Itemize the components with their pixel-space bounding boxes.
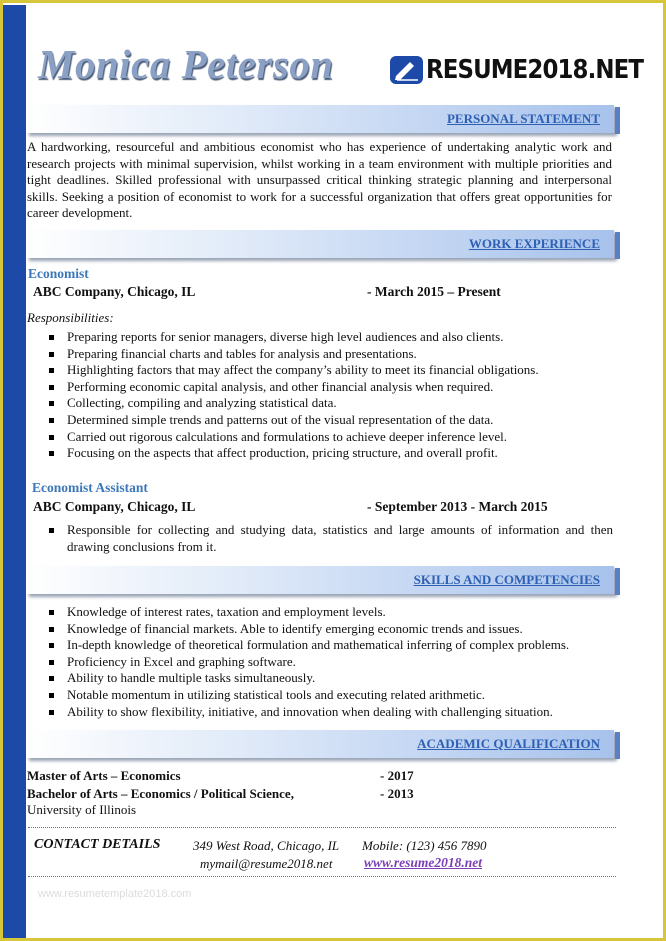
job-responsibilities-list	[46, 329, 616, 462]
section-bar-skills	[26, 566, 614, 594]
university: University of Illinois	[27, 802, 137, 817]
section-title-academic: ACADEMIC QUALIFICATION	[417, 736, 600, 751]
job-dates: - March 2015 – Present	[367, 284, 501, 299]
job-title: Economist	[28, 266, 89, 281]
contact-label: CONTACT DETAILS	[34, 837, 161, 852]
skills-list	[46, 604, 616, 720]
degree-year: - 2017	[380, 768, 414, 783]
section-title-skills: SKILLS AND COMPETENCIES	[413, 572, 600, 587]
contact-email[interactable]: mymail@resume2018.net	[200, 856, 333, 871]
list-item: Knowledge of interest rates, taxation and employment levels.	[46, 604, 616, 621]
list-item: In-depth knowledge of theoretical formulation and mathematical inferring of complex problems.	[46, 637, 616, 654]
section-title-personal-statement: PERSONAL STATEMENT	[446, 111, 600, 126]
list-item: Collecting, compiling and analyzing statistical data.	[46, 395, 616, 412]
section-bar-academic	[26, 730, 614, 758]
divider	[28, 827, 616, 828]
watermark: www.resumetemplate2018.com	[38, 888, 192, 900]
list-item: Responsible for collecting and studying data, statistics and large amounts of information and then drawing conclusions from it.	[46, 522, 613, 555]
pen-icon	[390, 56, 423, 84]
responsibilities-label: Responsibilities:	[27, 310, 114, 325]
divider	[28, 876, 616, 877]
personal-statement-text: A hardworking, resourceful and ambitious economist who has experience of undertaking analytic work and research projects with minimal supervision, whilst working in a team environment with multiple priorities and tight deadlines. Skilled professional with unsurpassed critical thinking strategic planning and interpersonal skills. Seeking a position of economist to work for a successful organization that offers great opportunities for career development.	[27, 139, 612, 221]
job-responsibilities-list	[46, 522, 613, 555]
list-item: Knowledge of financial markets. Able to identify emerging economic trends and issues.	[46, 621, 616, 638]
website-link[interactable]: www.resume2018.net	[364, 855, 483, 870]
section-bar-personal-statement	[26, 105, 614, 133]
list-item: Determined simple trends and patterns out of the visual representation of the data.	[46, 412, 616, 429]
list-item: Notable momentum in utilizing statistical tools and executing related arithmetic.	[46, 687, 616, 704]
list-item: Highlighting factors that may affect the company’s ability to meet its financial obligations.	[46, 362, 616, 379]
sidebar-stripe	[3, 5, 26, 938]
degree-master: Master of Arts – Economics	[27, 768, 181, 783]
site-logo[interactable]	[390, 55, 666, 85]
job-company: ABC Company, Chicago, IL	[33, 284, 196, 299]
list-item: Carried out rigorous calculations and formulations to achieve deeper inference level.	[46, 429, 616, 446]
list-item: Preparing reports for senior managers, diverse high level audiences and also clients.	[46, 329, 616, 346]
list-item: Ability to show flexibility, initiative, and innovation when dealing with challenging situation.	[46, 704, 616, 721]
candidate-name: Monica Peterson	[38, 41, 334, 87]
list-item: Performing economic capital analysis, and other financial analysis when required.	[46, 379, 616, 396]
logo-text: RESUME2018.NET	[426, 55, 644, 85]
degree-bachelor: Bachelor of Arts – Economics / Political Science,	[27, 786, 294, 801]
degree-year: - 2013	[380, 786, 414, 801]
contact-address: 349 West Road, Chicago, IL	[193, 838, 340, 853]
list-item: Preparing financial charts and tables for analysis and presentations.	[46, 346, 616, 363]
section-bar-work-experience	[26, 230, 614, 258]
job-company: ABC Company, Chicago, IL	[33, 499, 196, 514]
list-item: Proficiency in Excel and graphing software.	[46, 654, 616, 671]
list-item: Ability to handle multiple tasks simultaneously.	[46, 670, 616, 687]
job-title: Economist Assistant	[32, 480, 148, 495]
section-title-work-experience: WORK EXPERIENCE	[468, 236, 600, 251]
list-item: Focusing on the aspects that affect production, pricing structure, and overall profit.	[46, 445, 616, 462]
job-dates: - September 2013 - March 2015	[367, 499, 548, 514]
contact-mobile: Mobile: (123) 456 7890	[362, 838, 487, 853]
